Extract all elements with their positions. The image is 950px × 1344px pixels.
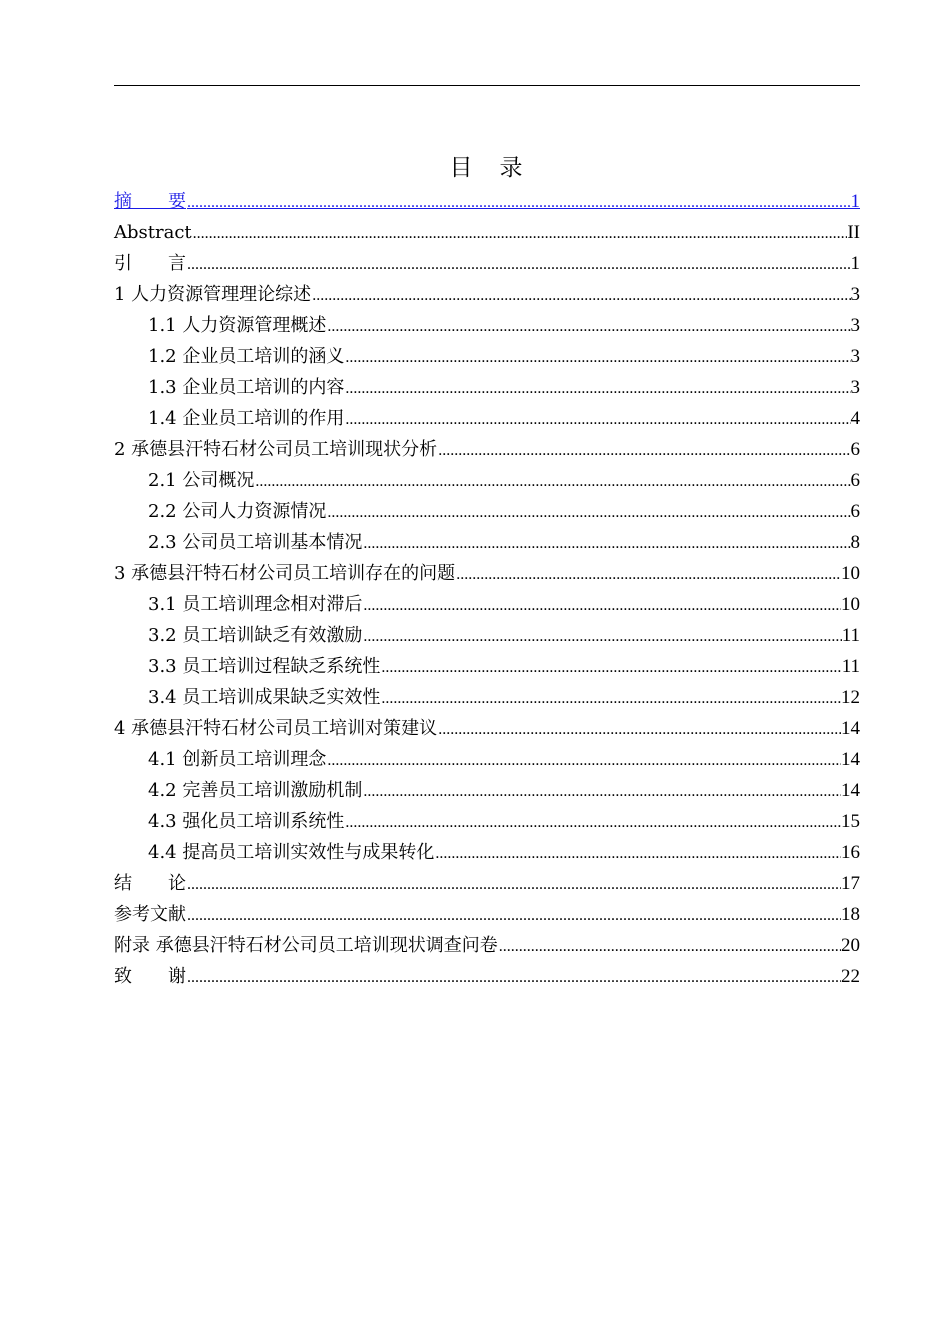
toc-dot-leader <box>345 342 850 373</box>
toc-entry[interactable] <box>114 589 860 620</box>
toc-dot-leader <box>187 962 841 993</box>
toc-entry-page-number: 8 <box>850 532 860 553</box>
toc-entry-label: 3.4 员工培训成果缺乏实效性 <box>148 687 381 708</box>
toc-entry-label: 引 言 <box>114 253 186 274</box>
toc-entry-page-number: 12 <box>841 687 860 708</box>
toc-entry[interactable] <box>114 465 860 496</box>
toc-entry[interactable] <box>114 744 860 775</box>
toc-dot-leader <box>312 280 850 311</box>
toc-entry-page-number: 18 <box>841 904 860 925</box>
toc-dot-leader <box>363 528 850 559</box>
toc-entry-page-number: 6 <box>850 501 860 522</box>
toc-entry-label: 3.1 员工培训理念相对滞后 <box>148 594 363 615</box>
toc-entry-page-number: 1 <box>850 253 860 274</box>
toc-entry-page-number: 3 <box>850 377 860 398</box>
toc-entry-label: 2 承德县汗特石材公司员工培训现状分析 <box>114 439 438 460</box>
toc-entry[interactable] <box>114 713 860 744</box>
toc-entry-page-number: 14 <box>841 718 860 739</box>
toc-dot-leader <box>363 590 841 621</box>
toc-entry-page-number: 6 <box>850 439 860 460</box>
toc-entry-page-number: 15 <box>841 811 860 832</box>
toc-dot-leader <box>363 776 841 807</box>
toc-entry[interactable] <box>114 527 860 558</box>
toc-entry-page-number: 10 <box>841 594 860 615</box>
toc-entry-label: 2.2 公司人力资源情况 <box>148 501 327 522</box>
toc-dot-leader <box>187 187 851 218</box>
toc-entry-label: 4.3 强化员工培训系统性 <box>148 811 345 832</box>
toc-dot-leader <box>345 807 841 838</box>
toc-entry-page-number: 6 <box>850 470 860 491</box>
toc-entry-page-number: 14 <box>841 780 860 801</box>
toc-entry[interactable] <box>114 682 860 713</box>
page-title: 目 录 <box>449 155 525 181</box>
toc-entry[interactable] <box>114 496 860 527</box>
toc-entry-label: 4.2 完善员工培训激励机制 <box>148 780 363 801</box>
toc-entry-label: 致 谢 <box>114 966 186 987</box>
toc-entry[interactable] <box>114 899 860 930</box>
toc-dot-leader <box>187 869 841 900</box>
toc-entry-page-number: 10 <box>841 563 860 584</box>
toc-entry[interactable] <box>114 651 860 682</box>
toc-entry[interactable] <box>114 217 860 248</box>
toc-entry-label: 1.2 企业员工培训的涵义 <box>148 346 345 367</box>
toc-entry-page-number: 1 <box>850 191 860 212</box>
toc-entry-label: 3.2 员工培训缺乏有效激励 <box>148 625 363 646</box>
toc-entry[interactable] <box>114 341 860 372</box>
toc-dot-leader <box>499 931 841 962</box>
toc-entry[interactable] <box>114 434 860 465</box>
toc-entry-page-number: 22 <box>841 966 860 987</box>
toc-entry-label: Abstract <box>114 222 192 243</box>
toc-entry-label: 3.3 员工培训过程缺乏系统性 <box>148 656 381 677</box>
toc-entry-page-number: 17 <box>841 873 860 894</box>
toc-dot-leader <box>345 373 850 404</box>
toc-entry-label: 附录 承德县汗特石材公司员工培训现状调查问卷 <box>114 935 498 956</box>
toc-entry-label: 结 论 <box>114 873 186 894</box>
toc-entry-page-number: 14 <box>841 749 860 770</box>
header-rule <box>114 85 860 86</box>
toc-dot-leader <box>187 249 851 280</box>
toc-entry[interactable] <box>114 620 860 651</box>
toc-entry[interactable] <box>114 186 860 217</box>
toc-entry[interactable] <box>114 248 860 279</box>
toc-entry-page-number: 16 <box>841 842 860 863</box>
toc-entry-page-number: 11 <box>841 656 860 677</box>
toc-dot-leader <box>345 404 850 435</box>
toc-dot-leader <box>187 900 841 931</box>
toc-entry[interactable] <box>114 403 860 434</box>
toc-entry[interactable] <box>114 837 860 868</box>
toc-dot-leader <box>363 621 841 652</box>
toc-dot-leader <box>435 838 841 869</box>
toc-entry[interactable] <box>114 310 860 341</box>
toc-entry-label: 2.1 公司概况 <box>148 470 255 491</box>
toc-entry-page-number: 20 <box>841 935 860 956</box>
toc-entry-label: 4.4 提高员工培训实效性与成果转化 <box>148 842 435 863</box>
toc-entry-page-number: 3 <box>850 315 860 336</box>
toc-entry-page-number: 3 <box>850 346 860 367</box>
toc-entry-label: 4 承德县汗特石材公司员工培训对策建议 <box>114 718 438 739</box>
toc-dot-leader <box>327 497 850 528</box>
toc-dot-leader <box>193 218 848 249</box>
toc-entry-label: 摘 要 <box>114 191 186 212</box>
toc-entry-page-number: 4 <box>850 408 860 429</box>
toc-entry[interactable] <box>114 775 860 806</box>
toc-entry-label: 2.3 公司员工培训基本情况 <box>148 532 363 553</box>
toc-entry-label: 1.3 企业员工培训的内容 <box>148 377 345 398</box>
toc-dot-leader <box>438 435 850 466</box>
toc-entry-label: 3 承德县汗特石材公司员工培训存在的问题 <box>114 563 456 584</box>
table-of-contents <box>114 186 860 992</box>
toc-entry-label: 1.1 人力资源管理概述 <box>148 315 327 336</box>
toc-dot-leader <box>381 683 841 714</box>
toc-entry-label: 4.1 创新员工培训理念 <box>148 749 327 770</box>
toc-entry-label: 1.4 企业员工培训的作用 <box>148 408 345 429</box>
toc-dot-leader <box>438 714 841 745</box>
toc-entry-label: 参考文献 <box>114 904 186 925</box>
toc-dot-leader <box>381 652 841 683</box>
toc-dot-leader <box>327 745 841 776</box>
toc-entry-page-number: 11 <box>841 625 860 646</box>
toc-entry[interactable] <box>114 806 860 837</box>
toc-entry-page-number: 3 <box>850 284 860 305</box>
toc-dot-leader <box>456 559 841 590</box>
toc-entry[interactable] <box>114 930 860 961</box>
toc-entry[interactable] <box>114 372 860 403</box>
toc-entry[interactable] <box>114 868 860 899</box>
toc-entry-page-number: II <box>847 222 860 243</box>
toc-entry[interactable] <box>114 558 860 589</box>
toc-dot-leader <box>255 466 850 497</box>
toc-entry-label: 1 人力资源管理理论综述 <box>114 284 312 305</box>
toc-entry[interactable] <box>114 961 860 992</box>
toc-dot-leader <box>327 311 850 342</box>
toc-entry[interactable] <box>114 279 860 310</box>
